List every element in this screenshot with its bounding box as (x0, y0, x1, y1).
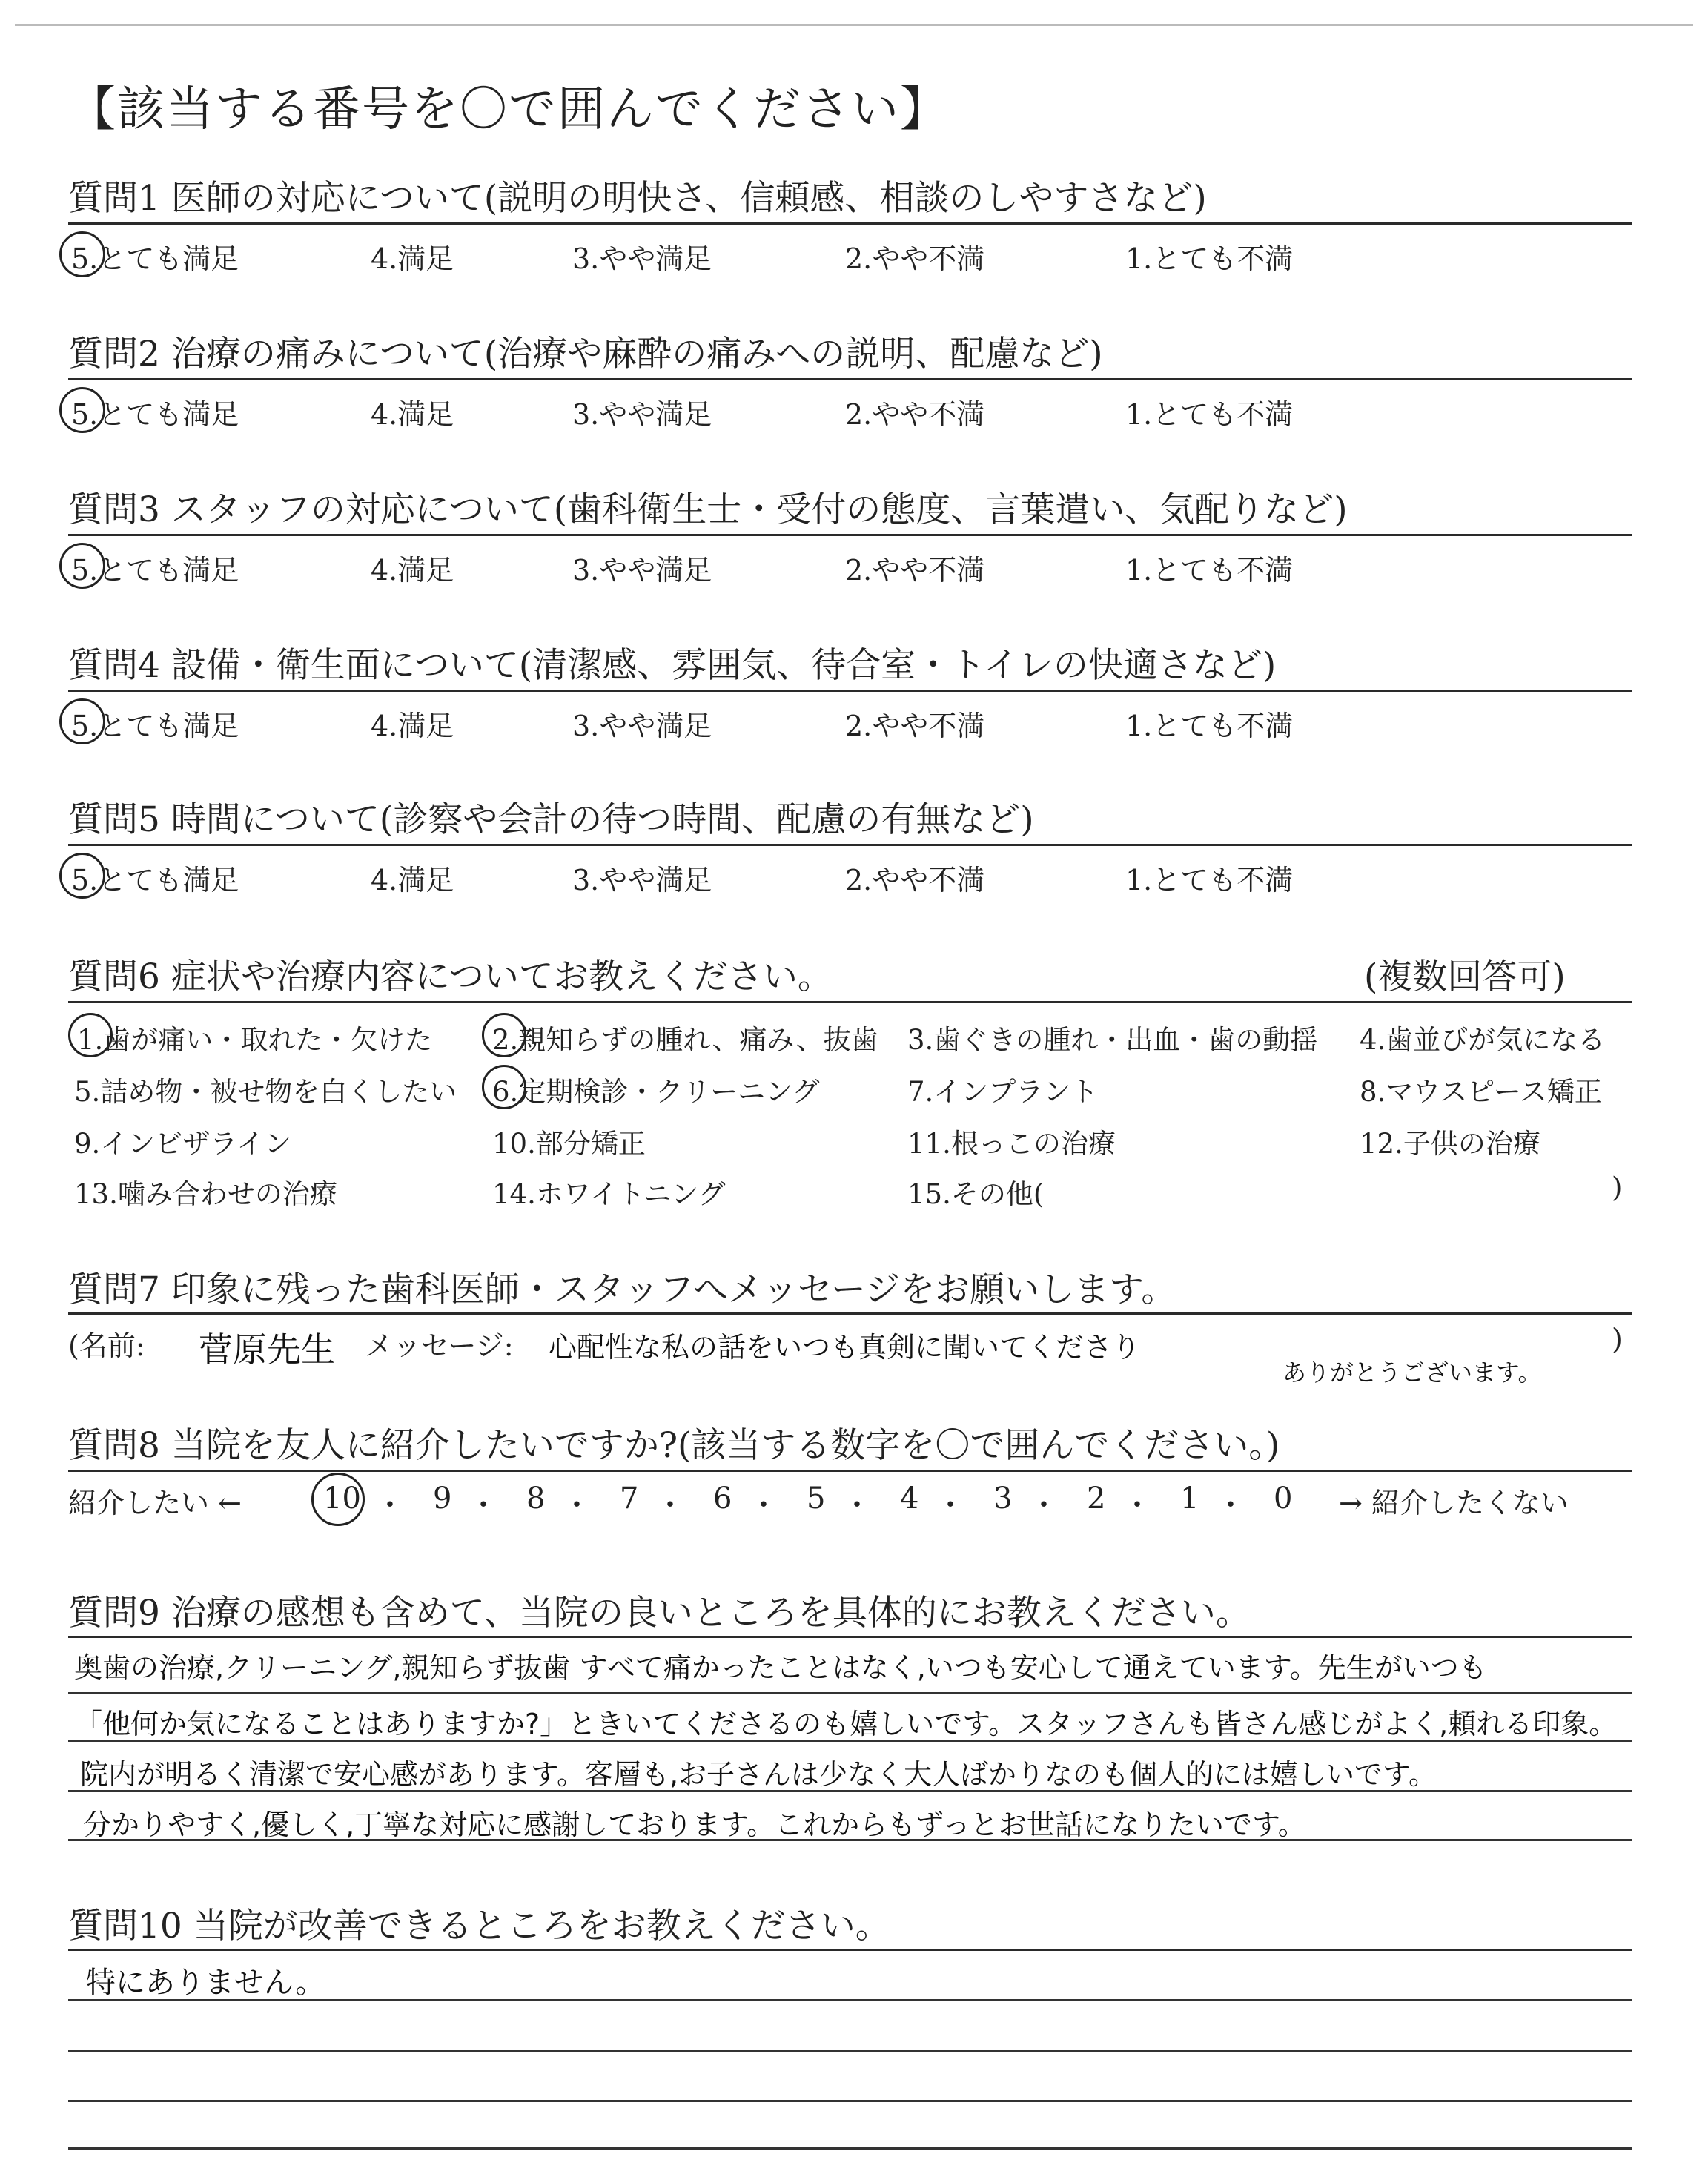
q3-option-5[interactable]: 5.とても満足 (71, 554, 239, 587)
q6-option-1[interactable]: 1.歯が痛い・取れた・欠けた (77, 1024, 433, 1056)
q10-writing-line (68, 2050, 1632, 2052)
q7-heading: 質問7 印象に残った歯科医師・スタッフへメッセージをお願いします。 (68, 1269, 1176, 1310)
q3-rule (68, 534, 1632, 536)
q2-option-5[interactable]: 5.とても満足 (71, 398, 239, 431)
scale-8[interactable]: 8 (526, 1482, 546, 1516)
q10-writing-line (68, 2147, 1632, 2150)
q6-heading: 質問6 症状や治療内容についてお教えください。 (68, 957, 833, 997)
q6-option-9[interactable]: 9.インビザライン (74, 1128, 292, 1160)
q9-heading: 質問9 治療の感想も含めて、当院の良いところを具体的にお教えください。 (68, 1593, 1251, 1634)
scale-sep: ・ (655, 1488, 685, 1522)
q1-option-3[interactable]: 3.やや満足 (572, 242, 712, 275)
scale-4[interactable]: 4 (900, 1482, 919, 1516)
q1-option-4[interactable]: 4.満足 (371, 242, 454, 275)
q6-option-10[interactable]: 10.部分矯正 (492, 1128, 646, 1160)
q7-message-label: メッセージ: (365, 1330, 514, 1362)
q9-writing-line (68, 1740, 1632, 1742)
q2-option-2[interactable]: 2.やや不満 (845, 398, 985, 431)
q8-rule (68, 1470, 1632, 1472)
q9-writing-line (68, 1839, 1632, 1841)
q6-option-15-close: ) (1612, 1172, 1623, 1203)
q1-heading: 質問1 医師の対応について(説明の明快さ、信頼感、相談のしやすさなど) (68, 178, 1207, 219)
scale-2[interactable]: 2 (1087, 1482, 1106, 1516)
q4-option-4[interactable]: 4.満足 (371, 710, 454, 742)
q7-rule (68, 1312, 1632, 1315)
q5-option-1[interactable]: 1.とても不満 (1125, 864, 1294, 896)
page-title: 【該当する番号を〇で囲んでください】 (68, 82, 949, 137)
q6-option-13[interactable]: 13.噛み合わせの治療 (74, 1178, 337, 1210)
q9-line-1[interactable]: 奥歯の治療,クリーニング,親知らず抜歯 すべて痛かったことはなく,いつも安心して通えています。先生がいつも (74, 1651, 1487, 1684)
scale-5[interactable]: 5 (807, 1482, 826, 1516)
q6-option-3[interactable]: 3.歯ぐきの腫れ・出血・歯の動揺 (907, 1024, 1318, 1056)
q8-scale (323, 1482, 1331, 1522)
q5-rule (68, 844, 1632, 846)
q2-heading: 質問2 治療の痛みについて(治療や麻酔の痛みへの説明、配慮など) (68, 334, 1103, 374)
q10-writing-line (68, 1999, 1632, 2001)
q10-heading: 質問10 当院が改善できるところをお教えください。 (68, 1906, 890, 1946)
q6-option-2[interactable]: 2.親知らずの腫れ、痛み、抜歯 (492, 1024, 878, 1056)
q4-option-1[interactable]: 1.とても不満 (1125, 710, 1294, 742)
q5-option-5[interactable]: 5.とても満足 (71, 864, 239, 896)
scale-sep: ・ (1122, 1488, 1152, 1522)
q9-line-3[interactable]: 院内が明るく清潔で安心感があります。客層も,お子さんは少なく大人ばかりなのも個人的には嬉しいです。 (80, 1758, 1437, 1791)
q6-option-12[interactable]: 12.子供の治療 (1360, 1128, 1540, 1160)
q5-option-2[interactable]: 2.やや不満 (845, 864, 985, 896)
q1-option-5[interactable]: 5.とても満足 (71, 242, 239, 275)
scale-sep: ・ (1029, 1488, 1059, 1522)
top-border (15, 24, 1693, 26)
q6-option-7[interactable]: 7.インプラント (907, 1076, 1099, 1108)
q2-rule (68, 378, 1632, 380)
q7-name-label: (名前: (68, 1330, 145, 1362)
q8-left-label: 紹介したい ← (68, 1487, 242, 1519)
scale-sep: ・ (1216, 1488, 1245, 1522)
scale-sep: ・ (375, 1488, 405, 1522)
q10-line-1[interactable]: 特にありません。 (86, 1966, 325, 2000)
q9-writing-line (68, 1790, 1632, 1792)
q3-option-1[interactable]: 1.とても不満 (1125, 554, 1294, 587)
q2-option-3[interactable]: 3.やや満足 (572, 398, 712, 431)
q1-option-2[interactable]: 2.やや不満 (845, 242, 985, 275)
scale-3[interactable]: 3 (993, 1482, 1013, 1516)
scale-sep: ・ (842, 1488, 872, 1522)
q6-option-5[interactable]: 5.詰め物・被せ物を白くしたい (74, 1076, 457, 1108)
scale-sep: ・ (562, 1488, 592, 1522)
q5-option-3[interactable]: 3.やや満足 (572, 864, 712, 896)
q6-option-11[interactable]: 11.根っこの治療 (907, 1128, 1116, 1160)
scale-9[interactable]: 9 (433, 1482, 452, 1516)
q7-name-value[interactable]: 菅原先生 (199, 1330, 335, 1370)
q1-rule (68, 222, 1632, 225)
scale-6[interactable]: 6 (713, 1482, 732, 1516)
q6-option-4[interactable]: 4.歯並びが気になる (1360, 1024, 1606, 1056)
q7-message-line1[interactable]: 心配性な私の話をいつも真剣に聞いてくださり (549, 1331, 1141, 1364)
q6-option-14[interactable]: 14.ホワイトニング (492, 1178, 726, 1210)
q4-option-2[interactable]: 2.やや不満 (845, 710, 985, 742)
q10-rule (68, 1949, 1632, 1951)
q4-option-3[interactable]: 3.やや満足 (572, 710, 712, 742)
q5-option-4[interactable]: 4.満足 (371, 864, 454, 896)
scale-0[interactable]: 0 (1274, 1482, 1293, 1516)
q6-note: (複数回答可) (1364, 957, 1566, 997)
q1-option-1[interactable]: 1.とても不満 (1125, 242, 1294, 275)
scale-sep: ・ (936, 1488, 965, 1522)
q3-heading: 質問3 スタッフの対応について(歯科衛生士・受付の態度、言葉遣い、気配りなど) (68, 489, 1348, 530)
scale-1[interactable]: 1 (1180, 1482, 1199, 1516)
q7-message-line2[interactable]: ありがとうございます。 (1282, 1358, 1542, 1387)
q4-option-5[interactable]: 5.とても満足 (71, 710, 239, 742)
q4-heading: 質問4 設備・衛生面について(清潔感、雰囲気、待合室・トイレの快適さなど) (68, 645, 1277, 686)
q6-option-15[interactable]: 15.その他( (907, 1178, 1045, 1210)
q9-writing-line (68, 1692, 1632, 1694)
q9-line-4[interactable]: 分かりやすく,優しく,丁寧な対応に感謝しております。これからもずっとお世話になりたいです。 (83, 1809, 1306, 1841)
q3-option-4[interactable]: 4.満足 (371, 554, 454, 587)
q4-rule (68, 690, 1632, 692)
scale-sep: ・ (749, 1488, 778, 1522)
q6-rule (68, 1001, 1632, 1003)
q3-option-3[interactable]: 3.やや満足 (572, 554, 712, 587)
scale-sep: ・ (469, 1488, 498, 1522)
q3-option-2[interactable]: 2.やや不満 (845, 554, 985, 587)
q2-option-4[interactable]: 4.満足 (371, 398, 454, 431)
q2-option-1[interactable]: 1.とても不満 (1125, 398, 1294, 431)
scale-7[interactable]: 7 (620, 1482, 639, 1516)
q9-rule (68, 1636, 1632, 1638)
q6-option-8[interactable]: 8.マウスピース矯正 (1360, 1076, 1602, 1108)
q10-writing-line (68, 2100, 1632, 2102)
q8-right-label: → 紹介したくない (1339, 1487, 1569, 1519)
q9-line-2[interactable]: 「他何か気になることはありますか?」ときいてくださるのも嬉しいです。スタッフさんも皆さん感じがよく,頼れる印象。 (74, 1708, 1618, 1740)
scale-10[interactable]: 10 (323, 1482, 361, 1516)
q6-option-6[interactable]: 6.定期検診・クリーニング (492, 1076, 820, 1108)
q8-heading: 質問8 当院を友人に紹介したいですか?(該当する数字を〇で囲んでください。) (68, 1425, 1280, 1466)
q7-close-paren: ) (1612, 1323, 1623, 1355)
q5-heading: 質問5 時間について(診察や会計の待つ時間、配慮の有無など) (68, 799, 1034, 840)
